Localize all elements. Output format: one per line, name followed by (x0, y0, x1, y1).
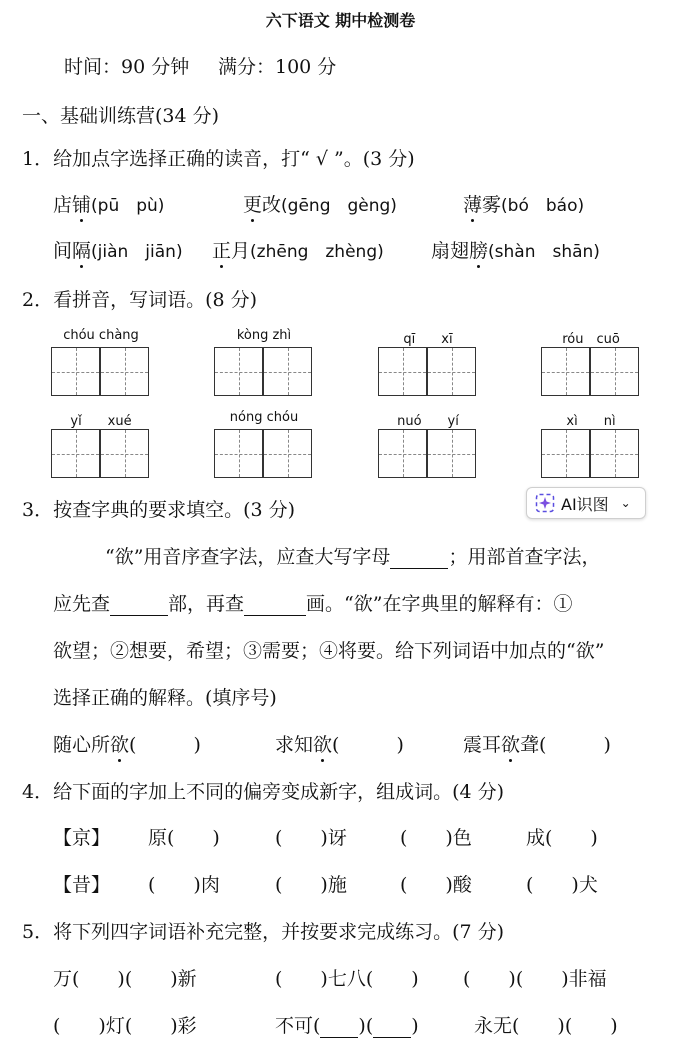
q3-word: 求知欲( ) (275, 734, 404, 756)
answer-blank[interactable] (244, 595, 306, 616)
pinyin-label: chóu chàng (63, 328, 139, 343)
q1-prompt: 1．给加点字选择正确的读音，打“ √ ”。(3 分) (22, 148, 415, 170)
page-title: 六下语文 期中检测卷 (265, 11, 416, 30)
writing-grid[interactable] (541, 332, 641, 397)
answer-blank[interactable] (373, 1017, 411, 1038)
pinyin-label: nóng chóu (229, 410, 299, 425)
q4-item: ( )犬 (526, 874, 598, 896)
writing-grid[interactable] (214, 410, 314, 479)
chevron-down-icon: ⌄ (620, 496, 631, 510)
pinyin-label: kòng zhì (236, 328, 292, 343)
q4-item: ( )讶 (275, 827, 347, 849)
q5-item: ( )灯( )彩 (53, 1015, 197, 1037)
q1-item: 店铺(pū pù) (53, 194, 165, 216)
pinyin-label: xì nì (566, 414, 616, 429)
pinyin-label: róu cuō (562, 332, 620, 347)
q5-item: 永无( )( ) (474, 1015, 618, 1037)
writing-grid[interactable] (378, 332, 478, 397)
q4-item: ( )肉 (148, 874, 220, 896)
sparkle-icon (535, 493, 555, 513)
q1-item: 正月(zhēng zhèng) (212, 240, 384, 262)
exam-score: 满分：100 分 (218, 56, 337, 78)
q4-item: ( )酸 (400, 874, 472, 896)
q3-line: 欲望；②想要，希望；③需要；④将要。给下列词语中加点的“欲” (53, 640, 605, 662)
q5-item: ( )七八( ) (275, 968, 419, 990)
q5-item: 不可( )( ) (275, 1015, 419, 1037)
pinyin-label: nuó yí (397, 414, 459, 429)
answer-blank[interactable] (390, 548, 448, 569)
answer-blank[interactable] (320, 1017, 358, 1038)
pinyin-label: qī xī (403, 332, 453, 347)
q4-prompt: 4．给下面的字加上不同的偏旁变成新字，组成词。(4 分) (22, 781, 505, 803)
q3-line: 应先查 部，再查 画。“欲”在字典里的解释有：① (53, 593, 573, 615)
pinyin-label: yǐ xué (70, 414, 132, 429)
q3-line: “欲”用音序查字法，应查大写字母 ；用部首查字法， (105, 546, 601, 568)
writing-grid[interactable] (51, 414, 151, 479)
q5-prompt: 5．将下列四字词语补充完整，并按要求完成练习。(7 分) (22, 921, 505, 943)
q4-item: 成( ) (526, 827, 598, 849)
q1-item: 间隔(jiàn jiān) (53, 240, 183, 262)
exam-time: 时间：90 分钟 (64, 56, 190, 78)
q3-word: 随心所欲( ) (53, 734, 201, 756)
writing-grid[interactable] (214, 328, 314, 397)
q4-item: 原( ) (148, 827, 220, 849)
writing-grid[interactable] (541, 414, 641, 479)
q3-line: 选择正确的解释。(填序号) (53, 687, 277, 709)
q4-item: ( )施 (275, 874, 347, 896)
q3-prompt: 3．按查字典的要求填空。(3 分) (22, 499, 296, 521)
q1-item: 薄雾(bó báo) (463, 194, 585, 216)
answer-blank[interactable] (110, 595, 168, 616)
q1-item: 扇翅膀(shàn shān) (431, 240, 600, 262)
q3-word: 震耳欲聋( ) (463, 734, 611, 756)
section-heading: 一、基础训练营(34 分) (22, 105, 220, 127)
q2-prompt: 2．看拼音，写词语。(8 分) (22, 289, 258, 311)
q1-item: 更改(gēng gèng) (243, 194, 397, 216)
writing-grid[interactable] (51, 328, 151, 397)
writing-grid[interactable] (378, 414, 478, 479)
q4-item: ( )色 (400, 827, 472, 849)
q4-key: 【昔】 (53, 874, 111, 896)
ai-button-label: AI识图 (561, 494, 609, 514)
ai-recognize-button[interactable] (526, 487, 646, 519)
q4-key: 【京】 (53, 827, 111, 849)
q5-item: 万( )( )新 (53, 968, 197, 990)
q5-item: ( )( )非福 (463, 968, 607, 990)
